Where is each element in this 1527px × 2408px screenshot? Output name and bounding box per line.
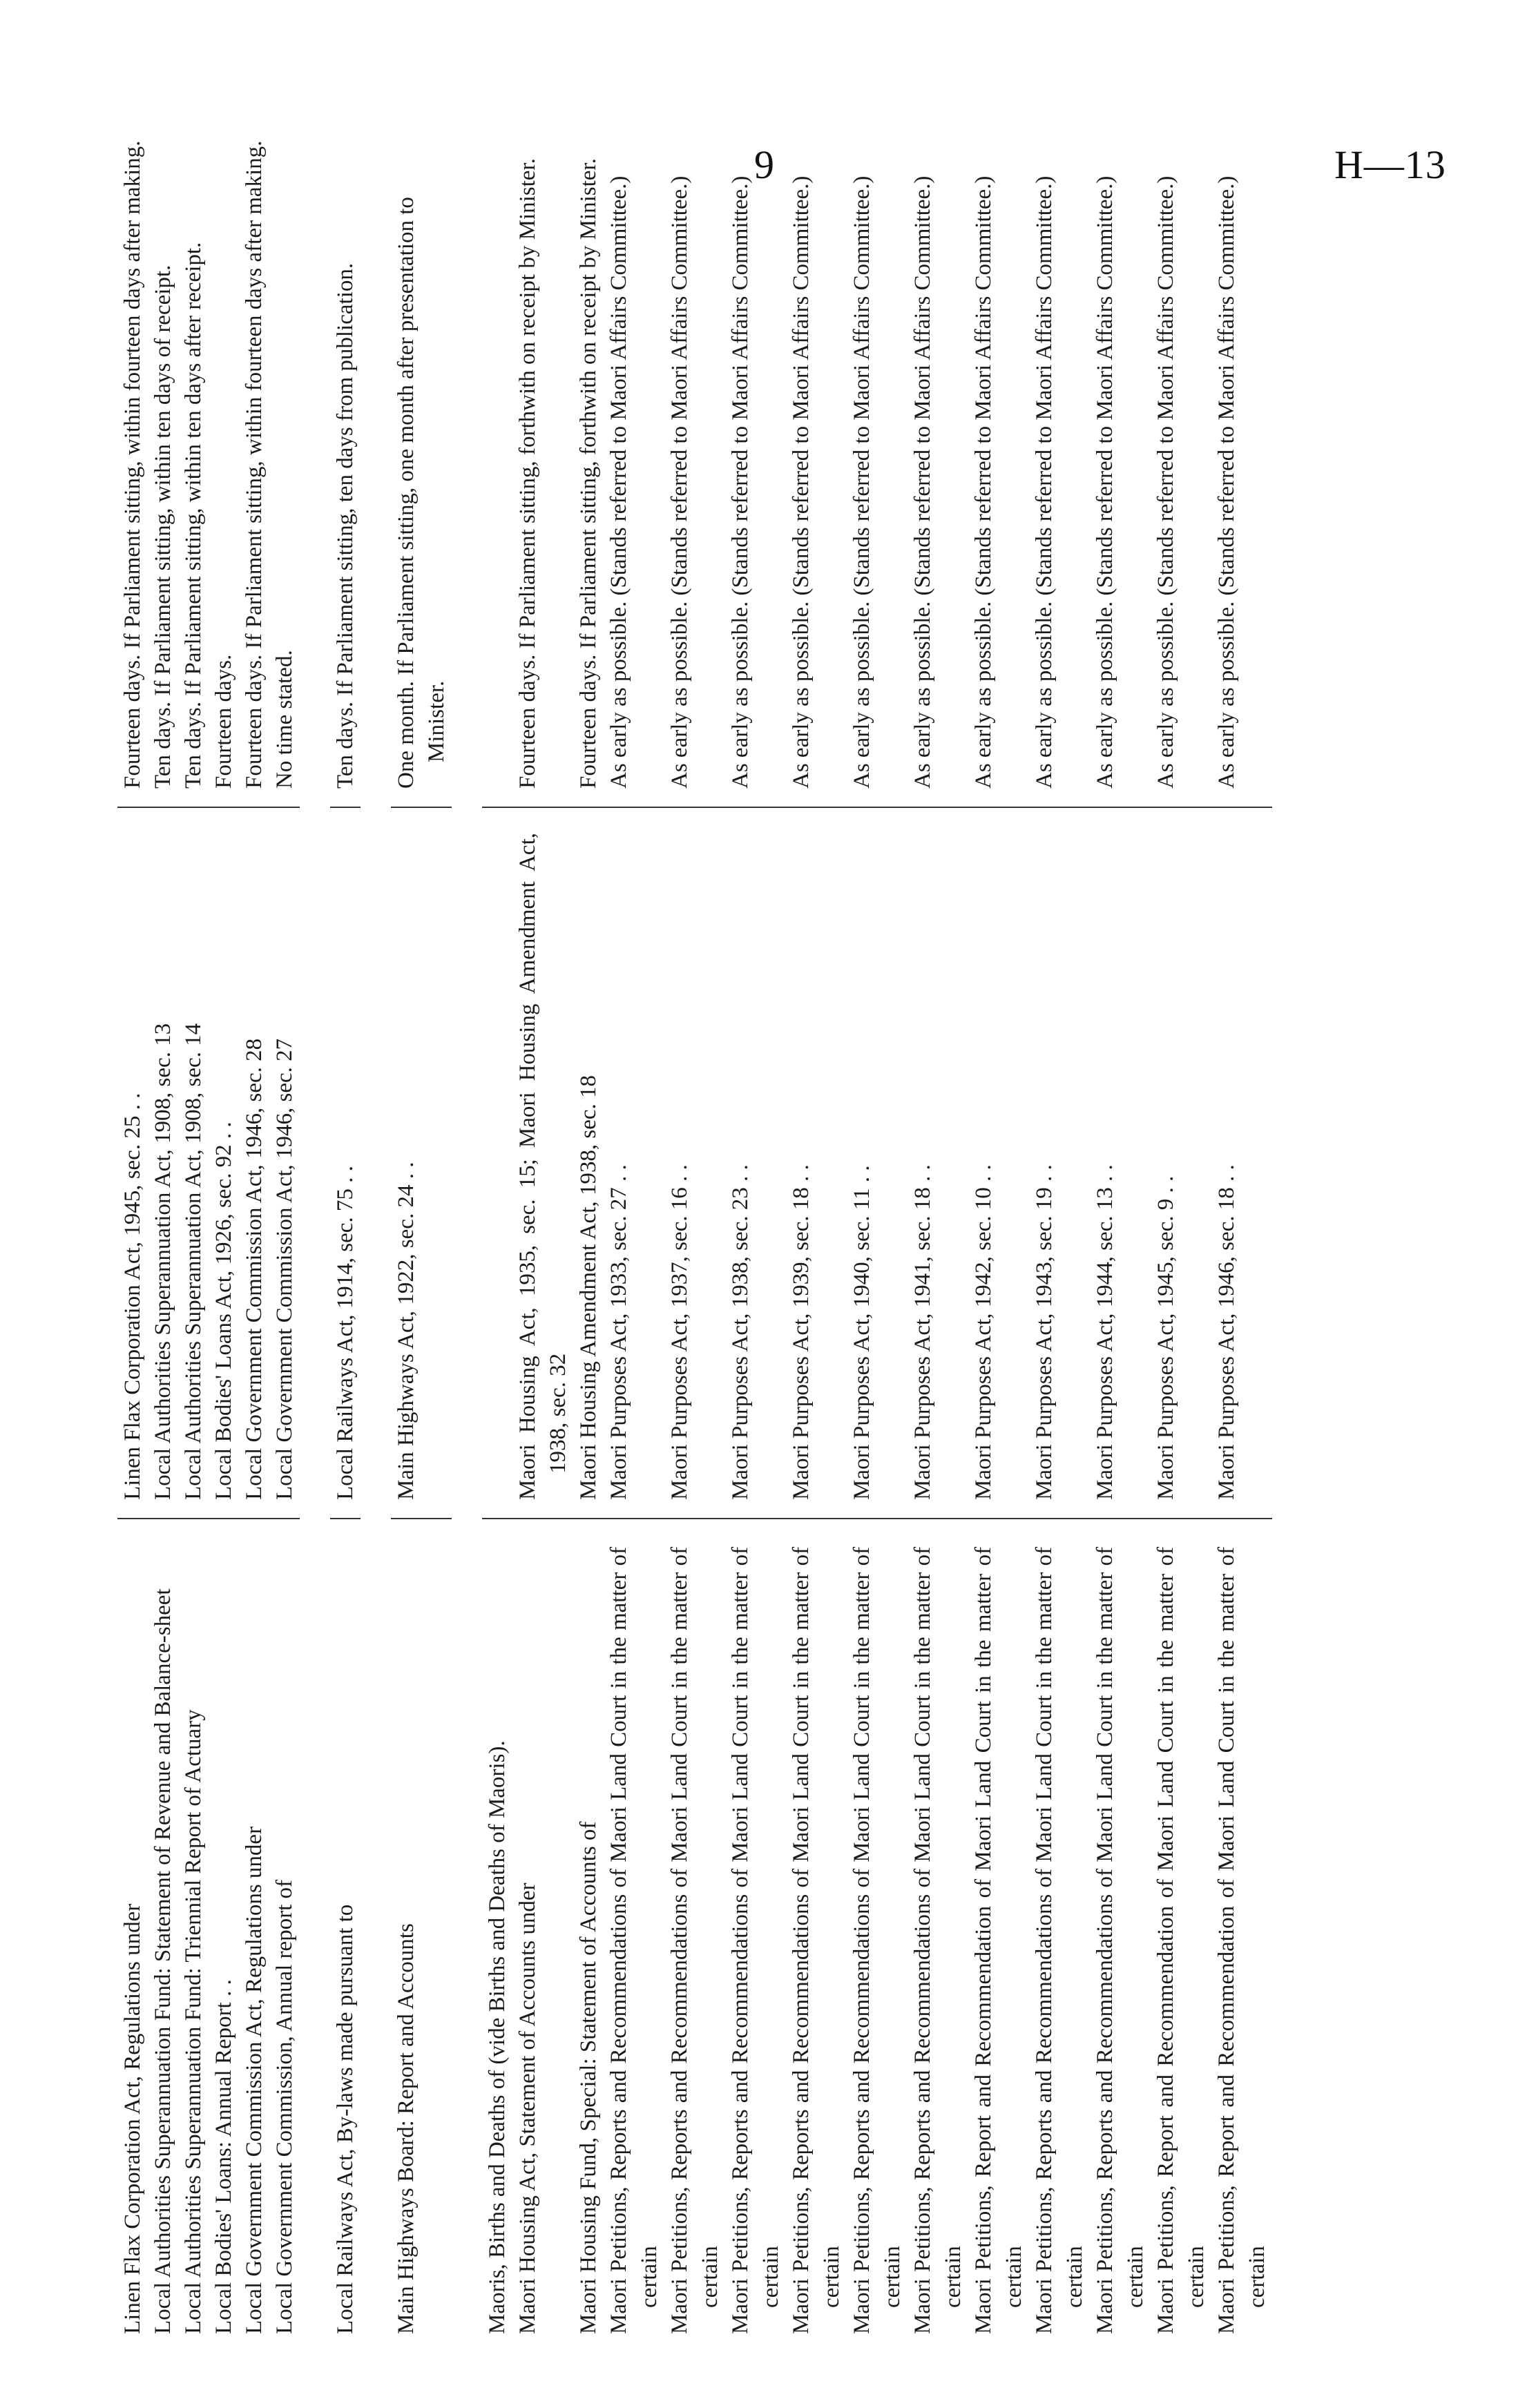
time-cell: As early as possible. (Stands referred to Maori Affairs Committee.) [728,175,753,789]
subject-cell: Main Highways Board: Report and Accounts [394,1923,419,2334]
table-row [117,131,148,2334]
subject-cell: Maori Petitions, Reports and Recommendations of Maori Land Court in the matter of certain [1032,1547,1087,2334]
authority-cell: Local Government Commission Act, 1946, sec. 27 [272,1038,297,1500]
authority-cell: Maori Housing Act, 1935, sec. 15; Maori Housing Amendment Act, 1938, sec. 32 [515,833,570,1500]
subject-cell: Maori Petitions, Reports and Recommendations of Maori Land Court in the matter of certain [728,1547,783,2334]
subject-cell: Linen Flax Corporation Act, Regulations under [120,1903,145,2334]
time-cell: Ten days. If Parliament sitting, ten days from publication. [333,262,358,789]
time-cell: As early as possible. (Stands referred to Maori Affairs Committee.) [1153,175,1178,789]
authority-cell: Local Bodies' Loans Act, 1926, sec. 92 . . [211,1121,236,1500]
authority-cell: Maori Purposes Act, 1939, sec. 18 . . [789,1164,814,1500]
table-row [209,131,239,2334]
table-row [1090,131,1151,2334]
time-cell: As early as possible. (Stands referred to Maori Affairs Committee.) [667,175,692,789]
time-cell: As early as possible. (Stands referred to Maori Affairs Committee.) [606,175,631,789]
table-row [1211,131,1272,2334]
subject-cell: Maori Petitions, Report and Recommendation of Maori Land Court in the matter of certain [1214,1547,1269,2334]
table-row [847,131,907,2334]
table-row [391,131,452,2334]
subject-cell: Local Authorities Superannuation Fund: Statement of Revenue and Balance-sheet [151,1588,175,2334]
authority-cell: Maori Purposes Act, 1937, sec. 16 . . [667,1164,692,1500]
table-row [786,131,847,2334]
subject-cell: Maori Petitions, Reports and Recommendations of Maori Land Court in the matter of certain [1093,1547,1148,2334]
time-cell: Fourteen days. If Parliament sitting, forthwith on receipt by Minister. [576,158,601,789]
authority-cell: Maori Purposes Act, 1933, sec. 27 . . [606,1164,631,1500]
time-cell: As early as possible. (Stands referred to Maori Affairs Committee.) [789,175,814,789]
table-row [604,131,664,2334]
table-row [512,131,573,2334]
authority-cell: Maori Purposes Act, 1938, sec. 23 . . [728,1164,753,1500]
table-row [1029,131,1090,2334]
time-cell: As early as possible. (Stands referred to Maori Affairs Committee.) [1093,175,1117,789]
time-cell: Fourteen days. If Parliament sitting, forthwith on receipt by Minister. [515,158,540,789]
table-row [573,131,604,2334]
time-cell: Ten days. If Parliament sitting, within ten days of receipt. [151,264,175,789]
subject-cell: Maori Petitions, Reports and Recommendations of Maori Land Court in the matter of certain [606,1547,662,2334]
subject-cell: Maori Petitions, Reports and Recommendations of Maori Land Court in the matter of certain [849,1547,905,2334]
authority-cell: Local Government Commission Act, 1946, sec. 28 [242,1038,267,1500]
time-cell: As early as possible. (Stands referred to Maori Affairs Committee.) [910,175,935,789]
subject-cell: Maori Petitions, Reports and Recommendations of Maori Land Court in the matter of certain [789,1547,844,2334]
subject-cell: Maoris, Births and Deaths of (vide Births and Deaths of Maoris). [485,1740,510,2334]
authority-cell: Maori Purposes Act, 1946, sec. 18 . . [1214,1164,1239,1500]
time-cell: As early as possible. (Stands referred to Maori Affairs Committee.) [849,175,874,789]
table-row [482,131,512,2334]
authority-cell: Maori Purposes Act, 1944, sec. 13 . . [1093,1164,1117,1500]
table-row [664,131,725,2334]
time-cell: Fourteen days. [211,654,236,789]
time-cell: Fourteen days. If Parliament sitting, within fourteen days after making. [242,140,267,789]
subject-cell: Maori Housing Act, Statement of Accounts under [515,1882,540,2334]
authority-cell: Maori Purposes Act, 1940, sec. 11 . . [849,1165,874,1500]
subject-cell: Local Bodies' Loans: Annual Report . . [211,1979,236,2334]
time-cell: Ten days. If Parliament sitting, within ten days after receipt. [181,242,206,789]
table-row [148,131,178,2334]
paper-reference: H—13 [1334,142,1446,187]
subject-cell: Local Authorities Superannuation Fund: Triennial Report of Actuary [181,1709,206,2334]
table-row [907,131,968,2334]
time-cell: As early as possible. (Stands referred to Maori Affairs Committee.) [1032,175,1057,789]
authority-cell: Linen Flax Corporation Act, 1945, sec. 25 . . [120,1092,145,1500]
table-row [968,131,1029,2334]
authority-cell: Local Authorities Superannuation Act, 1908, sec. 14 [181,1023,206,1500]
table-row [330,131,361,2334]
time-cell: As early as possible. (Stands referred to Maori Affairs Committee.) [971,175,996,789]
subject-cell: Maori Petitions, Reports and Recommendations of Maori Land Court in the matter of certain [910,1547,966,2334]
statutory-returns-table [117,131,1388,2334]
authority-cell: Local Railways Act, 1914, sec. 75 . . [333,1166,358,1500]
subject-cell: Maori Petitions, Report and Recommendation of Maori Land Court in the matter of certain [1153,1547,1209,2334]
table-row [178,131,209,2334]
time-cell: One month. If Parliament sitting, one month after presentation to Minister. [394,197,449,789]
authority-cell: Maori Purposes Act, 1945, sec. 9 . . [1153,1175,1178,1500]
time-cell: Fourteen days. If Parliament sitting, within fourteen days after making. [120,140,145,789]
page-number: 9 [754,142,774,187]
authority-cell: Main Highways Act, 1922, sec. 24 . . [394,1162,419,1500]
table-row [239,131,269,2334]
table-row [725,131,786,2334]
table-row [1151,131,1211,2334]
subject-cell: Maori Petitions, Report and Recommendation of Maori Land Court in the matter of certain [971,1547,1026,2334]
authority-cell: Maori Housing Amendment Act, 1938, sec. 18 [576,1075,601,1500]
subject-cell: Local Government Commission, Annual report of [272,1879,297,2334]
authority-cell: Maori Purposes Act, 1943, sec. 19 . . [1032,1164,1057,1500]
authority-cell: Maori Purposes Act, 1942, sec. 10 . . [971,1164,996,1500]
table-row [269,131,300,2334]
time-cell: As early as possible. (Stands referred to Maori Affairs Committee.) [1214,175,1239,789]
subject-cell: Maori Housing Fund, Special: Statement of Accounts of [576,1821,601,2334]
subject-cell: Maori Petitions, Reports and Recommendations of Maori Land Court in the matter of certain [667,1547,722,2334]
authority-cell: Local Authorities Superannuation Act, 1908, sec. 13 [151,1023,175,1500]
time-cell: No time stated. [272,650,297,789]
subject-cell: Local Government Commission Act, Regulations under [242,1826,267,2334]
subject-cell: Local Railways Act, By-laws made pursuant to [333,1904,358,2334]
authority-cell: Maori Purposes Act, 1941, sec. 18 . . [910,1164,935,1500]
